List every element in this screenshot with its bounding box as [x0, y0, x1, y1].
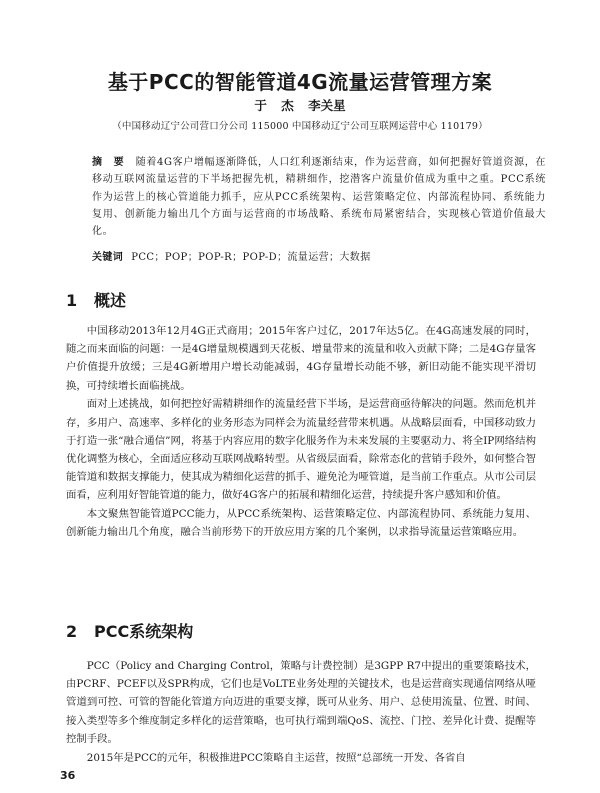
section-number: 2 [66, 622, 78, 641]
section-heading-pcc-architecture [66, 619, 193, 642]
abstract-text: 随着4G客户增幅逐渐降低，人口红利逐渐结束，作为运营商，如何把握好管道资源，在移动互联网流量运营的下半场把握先机，精耕细作，挖潜客户流量价值成为重中之重。PCC系统作为运营上的核心管道能力抓手，应从PCC系统架构、运营策略定位、内部流程协同、系统能力复用、创新能力输出几个方面与运营商的市场战略、系统布局紧密结合，实现核心管道价值最大化。 [92, 157, 547, 238]
section-title: 概述 [94, 291, 127, 310]
keywords-text: PCC；POP；POP-R；POP-D；流量运营；大数据 [131, 252, 371, 263]
abstract [92, 154, 546, 240]
keywords-label: 关键词 [92, 252, 124, 263]
paper-authors: 于 杰 李关星 [254, 98, 346, 113]
paragraph: PCC（Policy and Charging Control，策略与计费控制）是3GPP R7中提出的重要策略技术，由PCRF、PCEF以及SPR构成，它们也是VoLTE业务处理的关键技术，也是运营商实现通信网络从哑管道到可控、可管的智能化管道方向迈进的重要支撑，既可从业务、用户、总使用流量、位置、时间、接入类型等多个维度制定多样化的运营策略，也可执行端到端QoS、流控、门控、差异化计费、提醒等控制手段。 [66, 660, 536, 745]
paragraph: 本文聚焦智能管道PCC能力，从PCC系统架构、运营策略定位、内部流程协同、系统能力复用、创新能力输出几个角度，融合当前形势下的开放应用方案的几个案例，以求指导流量运营策略应用。 [66, 508, 536, 539]
section-title: PCC系统架构 [94, 622, 194, 641]
section-heading-overview [66, 288, 126, 311]
paragraph: 面对上述挑战，如何把控好需精耕细作的流量经营下半场，是运营商亟待解决的问题。然而危机并存，多用户、高速率、多样化的业务形态为同样会为流量经营带来机遇。从战略层面看，中国移动致力于打造一张“融合通信”网，将基于内容应用的数字化服务作为未来发展的主要驱动力、将全IP网络结构优化调整为核心，全面适应移动互联网战略转型。从省级层面看，除常态化的营销手段外，如何整合智能管道和数据支撑能力，使其成为精细化运营的抓手、避免沦为哑管道，是当前工作重点。从市公司层面看，应利用好智能管道的能力，做好4G客户的拓展和精细化运营，持续提升客户感知和价值。 [66, 398, 536, 502]
paragraph: 2015年是PCC的元年，积极推进PCC策略自主运营，按照“总部统一开发、各省自 [86, 751, 466, 764]
section-number: 1 [66, 291, 78, 310]
section-overview-body [66, 322, 536, 542]
abstract-label: 摘 要 [92, 157, 128, 168]
paper-title: 基于PCC的智能管道4G流量运营管理方案 [107, 70, 493, 94]
page-number: 36 [60, 769, 76, 782]
section-pcc-body [66, 657, 536, 767]
paragraph: 中国移动2013年12月4G正式商用；2015年客户过亿，2017年达5亿。在4G高速发展的同时，随之而来面临的问题：一是4G增量规模遇到天花板、增量带来的流量和收入贡献下降；二是4G存量客户价值提升放缓；三是4G新增用户增长动能减弱，4G存量增长动能不够，新旧动能不能实现平滑切换，可持续增长面临挑战。 [66, 325, 536, 392]
author-affiliation: （中国移动辽宁公司营口分公司 115000 中国移动辽宁公司互联网运营中心 110179） [112, 121, 488, 132]
keywords [92, 248, 546, 263]
